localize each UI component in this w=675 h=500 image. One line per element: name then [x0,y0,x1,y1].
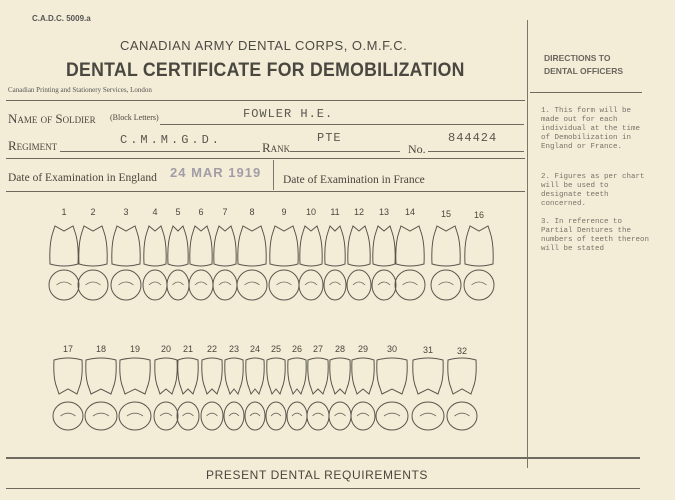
directions-rule [530,92,642,93]
directions-title-line1: DIRECTIONS TO [544,53,611,63]
regiment-value: C.M.M.G.D. [120,133,223,147]
tooth-occlusal-outline [213,270,237,300]
tooth-outline [308,358,328,394]
name-label: Name of Soldier [8,111,96,126]
tooth-outline [300,226,322,266]
tooth-occlusal-groove [403,282,418,285]
tooth-outline [86,358,116,394]
tooth-occlusal-outline [266,402,286,430]
tooth-number: 10 [305,207,316,217]
tooth-outline [465,226,493,266]
tooth-occlusal-outline [201,402,223,430]
tooth-occlusal-outline [287,402,307,430]
tooth-occlusal-groove [207,413,218,416]
tooth-outline [144,226,166,266]
tooth-occlusal-outline [351,402,375,430]
tooth-occlusal-groove [160,413,172,416]
tooth-number: 5 [175,207,181,217]
tooth-occlusal-groove [61,413,76,416]
tooth-outline [225,358,243,394]
tooth-occlusal-outline [177,402,199,430]
tooth-occlusal-outline [299,270,323,300]
tooth-outline [413,358,443,394]
tooth-occlusal-groove [93,413,109,416]
requirements-top-rule [6,457,640,459]
tooth-outline [238,226,266,266]
tooth-occlusal-groove [57,282,72,285]
tooth-occlusal-groove [183,413,194,416]
exam-france-label: Date of Examination in France [283,174,425,186]
tooth-occlusal-groove [127,413,143,416]
tooth-number: 25 [270,344,281,354]
tooth-occlusal-outline [49,270,79,300]
tooth-occlusal-groove [357,413,369,416]
tooth-occlusal-groove [439,282,454,285]
tooth-number: 8 [249,207,255,217]
tooth-occlusal-outline [237,270,267,300]
tooth-outline [214,226,236,266]
tooth-occlusal-outline [154,402,178,430]
tooth-occlusal-outline [431,270,461,300]
tooth-occlusal-outline [85,402,117,430]
tooth-occlusal-groove [149,282,161,285]
tooth-occlusal-outline [372,270,396,300]
printer-imprint: Canadian Printing and Stationery Services, London [8,86,152,94]
tooth-outline [246,358,264,394]
tooth-occlusal-groove [330,282,341,285]
tooth-occlusal-groove [384,413,400,416]
tooth-outline [50,226,78,266]
tooth-number: 26 [291,344,302,354]
tooth-occlusal-groove [271,413,281,416]
tooth-number: 11 [330,207,340,217]
form-code: C.A.D.C. 5009.a [32,14,91,23]
tooth-occlusal-groove [250,413,260,416]
tooth-outline [373,226,395,266]
tooth-number: 22 [206,344,217,354]
tooth-outline [348,226,370,266]
tooth-number: 18 [95,344,106,354]
tooth-number: 28 [334,344,345,354]
tooth-outline [168,226,188,266]
tooth-outline [432,226,460,266]
direction-item-1: 1. This form will be made out for each individual at the time of Demobilization in England or France. [541,107,641,151]
certificate-title: DENTAL CERTIFICATE FOR DEMOBILIZATION [66,60,465,81]
tooth-occlusal-groove [455,413,470,416]
name-hint: (Block Letters) [110,113,159,122]
tooth-outline [79,226,107,266]
rank-label: Rank [262,140,291,155]
tooth-outline [270,226,298,266]
tooth-occlusal-outline [224,402,244,430]
tooth-occlusal-outline [245,402,265,430]
tooth-occlusal-groove [229,413,239,416]
tooth-occlusal-outline [464,270,494,300]
tooth-number: 17 [62,344,73,354]
tooth-occlusal-groove [219,282,231,285]
tooth-occlusal-groove [420,413,436,416]
tooth-number: 15 [440,209,451,219]
tooth-occlusal-outline [167,270,189,300]
tooth-occlusal-groove [292,413,302,416]
directions-title-line2: DENTAL OFFICERS [544,66,624,76]
tooth-number: 30 [386,344,397,354]
tooth-occlusal-outline [111,270,141,300]
tooth-occlusal-groove [472,282,487,285]
tooth-outline [267,358,285,394]
tooth-occlusal-outline [143,270,167,300]
tooth-outline [396,226,424,266]
tooth-occlusal-groove [378,282,390,285]
tooth-number: 19 [129,344,140,354]
present-requirements-heading: PRESENT DENTAL REQUIREMENTS [206,468,429,482]
tooth-occlusal-outline [307,402,329,430]
requirements-bottom-rule [6,488,640,489]
tooth-occlusal-groove [173,282,184,285]
tooth-number: 9 [281,207,287,217]
tooth-outline [155,358,177,394]
tooth-number: 31 [422,345,433,355]
tooth-outline [325,226,345,266]
corps-heading: CANADIAN ARMY DENTAL CORPS, O.M.F.C. [120,38,408,53]
tooth-outline [448,358,476,394]
tooth-number: 6 [198,207,204,217]
tooth-occlusal-groove [195,282,207,285]
regiment-label: Regiment [8,138,58,153]
exam-england-label: Date of Examination in England [8,172,157,184]
tooth-number: 20 [160,344,171,354]
tooth-occlusal-groove [335,413,346,416]
directions-title [544,52,623,78]
tooth-occlusal-outline [329,402,351,430]
rank-value: PTE [317,131,342,145]
name-value: FOWLER H.E. [243,107,334,121]
direction-item-3: 3. In reference to Partial Dentures the numbers of teeth thereon will be stated [541,218,650,253]
tooth-number: 32 [456,346,467,356]
tooth-outline [330,358,350,394]
tooth-occlusal-outline [395,270,425,300]
tooth-occlusal-outline [412,402,444,430]
tooth-occlusal-outline [376,402,408,430]
tooth-outline [377,358,407,394]
tooth-number: 14 [404,207,415,217]
tooth-occlusal-outline [347,270,371,300]
tooth-number: 7 [222,207,228,217]
tooth-outline [178,358,198,394]
number-value: 844424 [448,131,498,145]
tooth-outline [190,226,212,266]
tooth-outline [54,358,82,394]
tooth-occlusal-outline [447,402,477,430]
tooth-number: 16 [473,210,484,220]
tooth-number: 1 [61,207,67,217]
number-label: No. [408,142,426,156]
tooth-number: 24 [249,344,260,354]
tooth-number: 4 [152,207,158,217]
tooth-occlusal-outline [324,270,346,300]
tooth-occlusal-outline [78,270,108,300]
tooth-outline [288,358,306,394]
tooth-number: 3 [123,207,129,217]
tooth-number: 29 [357,344,368,354]
tooth-occlusal-groove [353,282,365,285]
tooth-occlusal-outline [269,270,299,300]
tooth-drawings [49,226,494,430]
tooth-occlusal-outline [53,402,83,430]
tooth-occlusal-outline [189,270,213,300]
tooth-occlusal-groove [277,282,292,285]
tooth-outline [112,226,140,266]
tooth-number: 2 [90,207,96,217]
tooth-number: 21 [182,344,193,354]
tooth-outline [352,358,374,394]
tooth-occlusal-groove [245,282,260,285]
tooth-occlusal-groove [313,413,324,416]
tooth-number: 27 [312,344,323,354]
tooth-occlusal-groove [119,282,134,285]
direction-item-2: 2. Figures as per chart will be used to designate teeth concerned. [541,173,645,208]
tooth-outline [120,358,150,394]
tooth-number: 23 [228,344,239,354]
exam-england-stamp: 24 MAR 1919 [170,165,262,180]
tooth-outline [202,358,222,394]
tooth-number: 13 [378,207,389,217]
tooth-occlusal-outline [119,402,151,430]
tooth-occlusal-groove [305,282,317,285]
tooth-occlusal-groove [86,282,101,285]
tooth-number: 12 [353,207,364,217]
